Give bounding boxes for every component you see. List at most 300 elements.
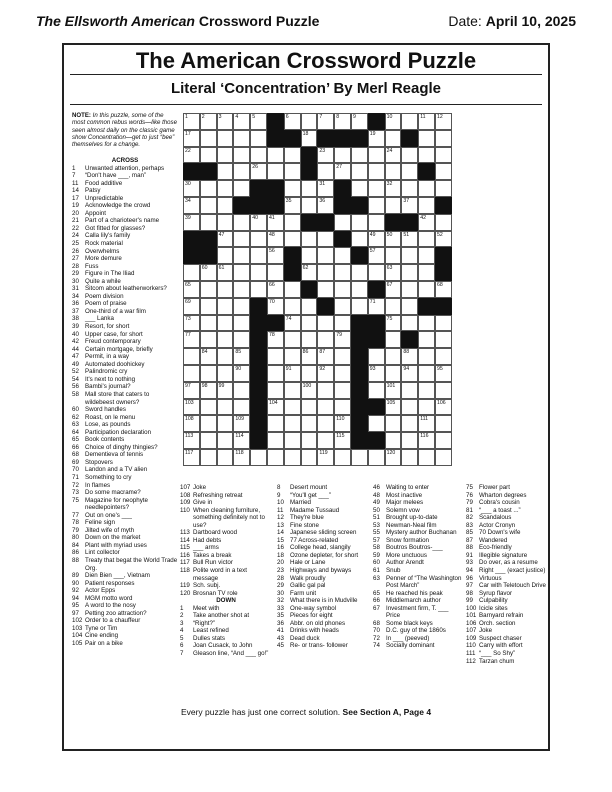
grid-cell[interactable]: [435, 315, 452, 332]
grid-cell[interactable]: [233, 382, 250, 399]
grid-cell[interactable]: [351, 231, 368, 248]
grid-cell[interactable]: [183, 315, 200, 332]
grid-cell[interactable]: [217, 415, 234, 432]
grid-cell[interactable]: [334, 113, 351, 130]
grid-cell[interactable]: [284, 365, 301, 382]
grid-cell[interactable]: [334, 147, 351, 164]
grid-cell[interactable]: [267, 432, 284, 449]
grid-cell[interactable]: [301, 382, 318, 399]
grid-cell[interactable]: [385, 382, 402, 399]
grid-cell[interactable]: [334, 331, 351, 348]
grid-cell[interactable]: [217, 247, 234, 264]
grid-cell[interactable]: [217, 231, 234, 248]
grid-cell[interactable]: [317, 281, 334, 298]
grid-cell[interactable]: [351, 449, 368, 466]
grid-cell[interactable]: [418, 231, 435, 248]
grid-cell[interactable]: [200, 365, 217, 382]
grid-cell[interactable]: [301, 365, 318, 382]
grid-cell[interactable]: [183, 298, 200, 315]
grid-cell[interactable]: [435, 382, 452, 399]
grid-cell[interactable]: [317, 449, 334, 466]
grid-cell[interactable]: [418, 382, 435, 399]
grid-cell[interactable]: [418, 180, 435, 197]
grid-cell[interactable]: [368, 231, 385, 248]
grid-cell[interactable]: [435, 130, 452, 147]
clue-text: “___ a toast ...”: [479, 506, 521, 514]
clue-number: 14: [277, 529, 284, 537]
grid-cell[interactable]: [435, 147, 452, 164]
grid-cell[interactable]: [435, 214, 452, 231]
grid-cell[interactable]: [385, 432, 402, 449]
grid-cell[interactable]: [284, 231, 301, 248]
grid-cell[interactable]: [284, 315, 301, 332]
grid-cell[interactable]: [334, 382, 351, 399]
grid-cell[interactable]: [233, 365, 250, 382]
grid-cell[interactable]: [267, 415, 284, 432]
grid-cell[interactable]: [418, 449, 435, 466]
grid-cell[interactable]: [267, 147, 284, 164]
grid-cell[interactable]: [385, 147, 402, 164]
grid-cell[interactable]: [418, 147, 435, 164]
grid-cell[interactable]: [368, 214, 385, 231]
grid-cell[interactable]: [233, 113, 250, 130]
grid-cell[interactable]: [183, 365, 200, 382]
grid-cell[interactable]: [435, 163, 452, 180]
grid-cell[interactable]: [267, 449, 284, 466]
grid-cell[interactable]: [217, 180, 234, 197]
grid-cell[interactable]: [368, 247, 385, 264]
grid-cell[interactable]: [385, 298, 402, 315]
grid-cell[interactable]: [401, 415, 418, 432]
grid-cell[interactable]: [217, 264, 234, 281]
grid-cell[interactable]: [418, 197, 435, 214]
grid-cell[interactable]: [183, 382, 200, 399]
grid-cell[interactable]: [368, 264, 385, 281]
grid-cell[interactable]: [284, 113, 301, 130]
grid-cell[interactable]: [284, 214, 301, 231]
grid-cell[interactable]: [435, 331, 452, 348]
grid-cell[interactable]: [368, 130, 385, 147]
grid-cell[interactable]: [200, 298, 217, 315]
grid-cell[interactable]: [217, 298, 234, 315]
grid-cell[interactable]: [401, 180, 418, 197]
black-square: [435, 264, 452, 281]
grid-cell[interactable]: [385, 365, 402, 382]
grid-cell[interactable]: [317, 147, 334, 164]
grid-cell[interactable]: [267, 399, 284, 416]
grid-cell[interactable]: [217, 382, 234, 399]
grid-cell[interactable]: [250, 231, 267, 248]
grid-cell[interactable]: [301, 197, 318, 214]
grid-cell[interactable]: [284, 281, 301, 298]
grid-cell[interactable]: [334, 399, 351, 416]
grid-cell[interactable]: [351, 281, 368, 298]
grid-cell[interactable]: [200, 348, 217, 365]
grid-cell[interactable]: [418, 281, 435, 298]
grid-cell[interactable]: [233, 449, 250, 466]
grid-cell[interactable]: [385, 348, 402, 365]
grid-cell[interactable]: [200, 315, 217, 332]
grid-cell[interactable]: [351, 180, 368, 197]
grid-cell[interactable]: [418, 365, 435, 382]
grid-cell[interactable]: [217, 348, 234, 365]
grid-cell[interactable]: [267, 382, 284, 399]
grid-cell[interactable]: [267, 281, 284, 298]
grid-cell[interactable]: [284, 163, 301, 180]
grid-cell[interactable]: [317, 365, 334, 382]
grid-cell[interactable]: [401, 231, 418, 248]
grid-cell[interactable]: [435, 348, 452, 365]
grid-cell[interactable]: [200, 399, 217, 416]
grid-cell[interactable]: [368, 147, 385, 164]
grid-cell[interactable]: [233, 147, 250, 164]
clue-text: Joan Cusack, to John: [193, 642, 253, 650]
grid-cell[interactable]: [250, 449, 267, 466]
grid-cell[interactable]: [250, 163, 267, 180]
grid-cell[interactable]: [200, 432, 217, 449]
grid-cell[interactable]: [233, 180, 250, 197]
grid-cell[interactable]: [401, 298, 418, 315]
grid-cell[interactable]: [317, 382, 334, 399]
grid-cell[interactable]: [334, 281, 351, 298]
grid-cell[interactable]: [418, 331, 435, 348]
grid-cell[interactable]: [435, 180, 452, 197]
grid-cell[interactable]: [183, 331, 200, 348]
grid-cell[interactable]: [200, 147, 217, 164]
grid-cell[interactable]: [217, 399, 234, 416]
grid-cell[interactable]: [250, 264, 267, 281]
grid-cell[interactable]: [317, 231, 334, 248]
grid-cell[interactable]: [334, 415, 351, 432]
grid-cell[interactable]: [233, 214, 250, 231]
grid-cell[interactable]: [368, 163, 385, 180]
clue-number: 77: [72, 511, 79, 519]
grid-cell[interactable]: [317, 113, 334, 130]
cell-number: 69: [185, 298, 191, 305]
grid-cell[interactable]: [418, 432, 435, 449]
grid-cell[interactable]: [200, 382, 217, 399]
clue-text: Gallic gal pal: [290, 582, 326, 590]
grid-cell[interactable]: [401, 281, 418, 298]
grid-cell[interactable]: [401, 382, 418, 399]
grid-cell[interactable]: [284, 399, 301, 416]
grid-cell[interactable]: [233, 247, 250, 264]
grid-cell[interactable]: [385, 415, 402, 432]
grid-cell[interactable]: [401, 399, 418, 416]
grid-cell[interactable]: [217, 331, 234, 348]
grid-cell[interactable]: [401, 163, 418, 180]
grid-cell[interactable]: [233, 315, 250, 332]
grid-cell[interactable]: [217, 365, 234, 382]
black-square: [250, 315, 267, 332]
grid-cell[interactable]: [250, 147, 267, 164]
grid-cell[interactable]: [385, 281, 402, 298]
grid-cell[interactable]: [217, 130, 234, 147]
grid-cell[interactable]: [385, 130, 402, 147]
grid-cell[interactable]: [317, 432, 334, 449]
grid-cell[interactable]: [200, 331, 217, 348]
grid-cell[interactable]: [368, 348, 385, 365]
grid-cell[interactable]: [183, 348, 200, 365]
grid-cell[interactable]: [317, 331, 334, 348]
grid-cell[interactable]: [284, 432, 301, 449]
grid-cell[interactable]: [217, 214, 234, 231]
grid-cell[interactable]: [334, 365, 351, 382]
grid-cell[interactable]: [301, 247, 318, 264]
grid-cell[interactable]: [183, 180, 200, 197]
grid-cell[interactable]: [250, 281, 267, 298]
grid-cell[interactable]: [284, 415, 301, 432]
grid-cell[interactable]: [401, 147, 418, 164]
grid-cell[interactable]: [284, 147, 301, 164]
grid-cell[interactable]: [385, 449, 402, 466]
grid-cell[interactable]: [233, 298, 250, 315]
grid-cell[interactable]: [301, 231, 318, 248]
grid-cell[interactable]: [435, 449, 452, 466]
grid-cell[interactable]: [217, 281, 234, 298]
grid-cell[interactable]: [368, 415, 385, 432]
grid-cell[interactable]: [385, 163, 402, 180]
grid-cell[interactable]: [233, 163, 250, 180]
grid-cell[interactable]: [301, 415, 318, 432]
grid-cell[interactable]: [317, 180, 334, 197]
grid-cell[interactable]: [368, 180, 385, 197]
grid-cell[interactable]: [435, 231, 452, 248]
cell-number: 61: [218, 265, 225, 272]
cell-number: 105: [386, 399, 396, 406]
grid-cell[interactable]: [351, 298, 368, 315]
grid-cell[interactable]: [250, 113, 267, 130]
grid-cell[interactable]: [267, 231, 284, 248]
grid-cell[interactable]: [301, 298, 318, 315]
grid-cell[interactable]: [284, 197, 301, 214]
grid-cell[interactable]: [200, 214, 217, 231]
grid-cell[interactable]: [183, 147, 200, 164]
grid-cell[interactable]: [385, 180, 402, 197]
grid-cell[interactable]: [200, 113, 217, 130]
grid-cell[interactable]: [267, 163, 284, 180]
grid-cell[interactable]: [401, 449, 418, 466]
grid-cell[interactable]: [317, 264, 334, 281]
grid-cell[interactable]: [217, 449, 234, 466]
grid-cell[interactable]: [183, 432, 200, 449]
grid-cell[interactable]: [217, 113, 234, 130]
grid-cell[interactable]: [418, 214, 435, 231]
grid-cell[interactable]: [351, 214, 368, 231]
grid-cell[interactable]: [401, 113, 418, 130]
grid-cell[interactable]: [401, 315, 418, 332]
clue-number: 32: [277, 597, 284, 605]
grid-cell[interactable]: [385, 315, 402, 332]
grid-cell[interactable]: [301, 130, 318, 147]
grid-cell[interactable]: [317, 163, 334, 180]
grid-cell[interactable]: [183, 281, 200, 298]
grid-cell[interactable]: [233, 281, 250, 298]
grid-cell[interactable]: [334, 247, 351, 264]
grid-cell[interactable]: [200, 180, 217, 197]
grid-cell[interactable]: [401, 264, 418, 281]
grid-cell[interactable]: [435, 365, 452, 382]
grid-cell[interactable]: [183, 399, 200, 416]
grid-cell[interactable]: [183, 264, 200, 281]
grid-cell[interactable]: [435, 113, 452, 130]
grid-cell[interactable]: [317, 415, 334, 432]
grid-cell[interactable]: [250, 247, 267, 264]
grid-cell[interactable]: [368, 382, 385, 399]
clue-item: [373, 642, 463, 650]
grid-cell[interactable]: [233, 348, 250, 365]
grid-cell[interactable]: [183, 214, 200, 231]
grid-cell[interactable]: [401, 247, 418, 264]
across-clue-list: [180, 484, 272, 597]
grid-cell[interactable]: [435, 399, 452, 416]
clue-number: 5: [180, 634, 184, 642]
grid-cell[interactable]: [418, 415, 435, 432]
grid-cell[interactable]: [385, 331, 402, 348]
grid-cell[interactable]: [217, 163, 234, 180]
grid-cell[interactable]: [200, 197, 217, 214]
grid-cell[interactable]: [284, 331, 301, 348]
grid-cell[interactable]: [418, 264, 435, 281]
grid-cell[interactable]: [418, 315, 435, 332]
grid-cell[interactable]: [301, 449, 318, 466]
grid-cell[interactable]: [385, 247, 402, 264]
grid-cell[interactable]: [334, 315, 351, 332]
grid-cell[interactable]: [284, 180, 301, 197]
grid-cell[interactable]: [368, 298, 385, 315]
grid-cell[interactable]: [385, 264, 402, 281]
grid-cell[interactable]: [385, 197, 402, 214]
grid-cell[interactable]: [351, 163, 368, 180]
grid-cell[interactable]: [233, 432, 250, 449]
grid-cell[interactable]: [368, 449, 385, 466]
grid-cell[interactable]: [418, 247, 435, 264]
grid-cell[interactable]: [418, 399, 435, 416]
grid-cell[interactable]: [217, 147, 234, 164]
grid-cell[interactable]: [233, 399, 250, 416]
clue-number: 105: [72, 640, 83, 647]
grid-cell[interactable]: [217, 197, 234, 214]
grid-cell[interactable]: [418, 113, 435, 130]
grid-cell[interactable]: [284, 348, 301, 365]
grid-cell[interactable]: [317, 197, 334, 214]
grid-cell[interactable]: [200, 449, 217, 466]
grid-cell[interactable]: [284, 382, 301, 399]
grid-cell[interactable]: [250, 130, 267, 147]
grid-cell[interactable]: [183, 449, 200, 466]
clue-number: 120: [180, 589, 191, 597]
grid-cell[interactable]: [317, 315, 334, 332]
grid-cell[interactable]: [368, 197, 385, 214]
clue-number: 96: [466, 574, 473, 582]
grid-cell[interactable]: [301, 315, 318, 332]
grid-cell[interactable]: [351, 147, 368, 164]
grid-cell[interactable]: [233, 415, 250, 432]
grid-cell[interactable]: [301, 432, 318, 449]
grid-cell[interactable]: [401, 197, 418, 214]
grid-cell[interactable]: [233, 331, 250, 348]
clue-number: 92: [72, 587, 79, 595]
grid-cell[interactable]: [267, 264, 284, 281]
grid-cell[interactable]: [183, 197, 200, 214]
grid-cell[interactable]: [385, 231, 402, 248]
grid-cell[interactable]: [301, 113, 318, 130]
grid-cell[interactable]: [301, 399, 318, 416]
grid-cell[interactable]: [183, 113, 200, 130]
grid-cell[interactable]: [435, 432, 452, 449]
grid-cell[interactable]: [200, 415, 217, 432]
grid-cell[interactable]: [233, 264, 250, 281]
clue-text: Stopovers: [85, 458, 113, 466]
clue-text: Joke: [193, 484, 207, 491]
grid-cell[interactable]: [418, 348, 435, 365]
grid-cell[interactable]: [267, 298, 284, 315]
grid-cell[interactable]: [418, 130, 435, 147]
grid-cell[interactable]: [267, 331, 284, 348]
grid-cell[interactable]: [301, 180, 318, 197]
grid-cell[interactable]: [200, 130, 217, 147]
grid-cell[interactable]: [351, 113, 368, 130]
grid-cell[interactable]: [317, 247, 334, 264]
clue-number: 97: [466, 582, 473, 590]
grid-cell[interactable]: [385, 113, 402, 130]
grid-cell[interactable]: [250, 214, 267, 231]
grid-cell[interactable]: [334, 348, 351, 365]
black-square: [334, 231, 351, 248]
grid-cell[interactable]: [334, 298, 351, 315]
grid-cell[interactable]: [401, 348, 418, 365]
grid-cell[interactable]: [435, 415, 452, 432]
grid-cell[interactable]: [233, 130, 250, 147]
clue-text: Scandalous: [479, 514, 512, 522]
grid-cell[interactable]: [267, 365, 284, 382]
grid-cell[interactable]: [267, 348, 284, 365]
grid-cell[interactable]: [435, 281, 452, 298]
clue-item: [373, 552, 463, 560]
grid-cell[interactable]: [351, 264, 368, 281]
grid-cell[interactable]: [301, 331, 318, 348]
grid-cell[interactable]: [267, 214, 284, 231]
grid-cell[interactable]: [401, 365, 418, 382]
grid-cell[interactable]: [217, 315, 234, 332]
grid-cell[interactable]: [334, 264, 351, 281]
grid-cell[interactable]: [284, 298, 301, 315]
grid-cell[interactable]: [317, 348, 334, 365]
grid-cell[interactable]: [368, 365, 385, 382]
grid-cell[interactable]: [233, 231, 250, 248]
clue-number: 115: [180, 544, 190, 552]
clue-text: Hale or Lane: [290, 559, 326, 567]
grid-cell[interactable]: [334, 432, 351, 449]
clue-number: 102: [72, 617, 83, 625]
grid-cell[interactable]: [334, 214, 351, 231]
grid-cell[interactable]: [385, 399, 402, 416]
grid-cell[interactable]: [183, 130, 200, 147]
grid-cell[interactable]: [200, 264, 217, 281]
grid-cell[interactable]: [217, 432, 234, 449]
grid-cell[interactable]: [334, 449, 351, 466]
grid-cell[interactable]: [284, 449, 301, 466]
grid-cell[interactable]: [267, 247, 284, 264]
grid-cell[interactable]: [317, 399, 334, 416]
grid-cell[interactable]: [334, 163, 351, 180]
grid-cell[interactable]: [301, 348, 318, 365]
grid-cell[interactable]: [401, 432, 418, 449]
clue-item: [72, 587, 178, 595]
grid-cell[interactable]: [200, 281, 217, 298]
grid-cell[interactable]: [301, 264, 318, 281]
grid-cell[interactable]: [183, 415, 200, 432]
